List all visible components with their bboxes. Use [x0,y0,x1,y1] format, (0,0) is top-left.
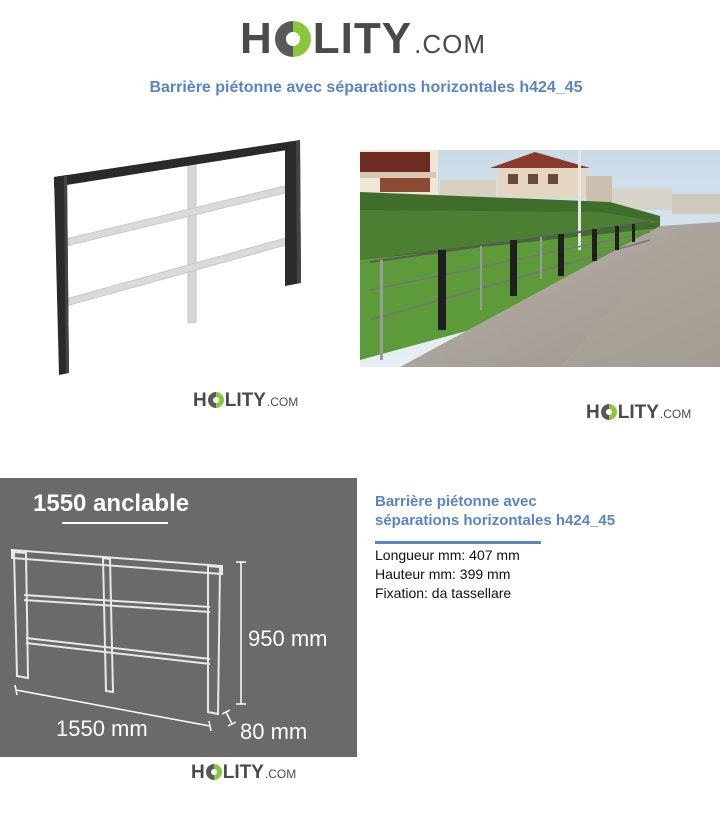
drawing-heading: 1550 anclable [33,490,190,517]
logo-circle-icon [601,404,617,420]
holity-watermark-3 [191,762,296,784]
spec-title-line-2: séparations horizontales h424_45 [375,512,616,529]
logo-text-left: H [193,390,207,411]
logo-circle-icon [208,392,224,408]
logo-text-left: H [586,402,600,423]
width-dimension-label: 1550 mm [56,716,148,741]
height-dimension-label: 950 mm [248,626,328,651]
logo-text-right: LITY [312,14,413,63]
logo-text-left: H [191,762,205,783]
spec-height: Hauteur mm: 399 mm [375,566,511,582]
holity-watermark-2 [586,402,691,424]
street-barrier-photo [360,150,720,367]
logo-circle-icon [206,764,222,780]
depth-dimension-label: 80 mm [240,719,308,744]
spec-title-line-1: Barrière piétonne avec [375,493,537,510]
spec-title [375,492,695,530]
holity-watermark-1 [193,390,298,412]
logo-domain: .COM [264,767,297,781]
dimension-drawing [0,478,357,757]
spec-fixation: Fixation: da tassellare [375,585,512,601]
logo-text-right: LITY [222,762,264,783]
spec-length: Longueur mm: 407 mm [375,547,520,563]
logo-domain: .COM [266,395,299,409]
logo-domain: .COM [659,407,692,421]
logo-text-right: LITY [224,390,266,411]
holity-logo[interactable] [240,14,486,64]
spec-divider [375,541,541,544]
logo-text-right: LITY [617,402,659,423]
logo-circle-icon [275,21,311,57]
barrier-product-image [45,135,307,380]
page-title: Barrière piétonne avec séparations horizontales h424_45 [149,79,583,96]
dimension-frame-drawing [0,478,357,757]
logo-domain: .COM [414,29,486,59]
logo-text-left: H [240,14,273,63]
